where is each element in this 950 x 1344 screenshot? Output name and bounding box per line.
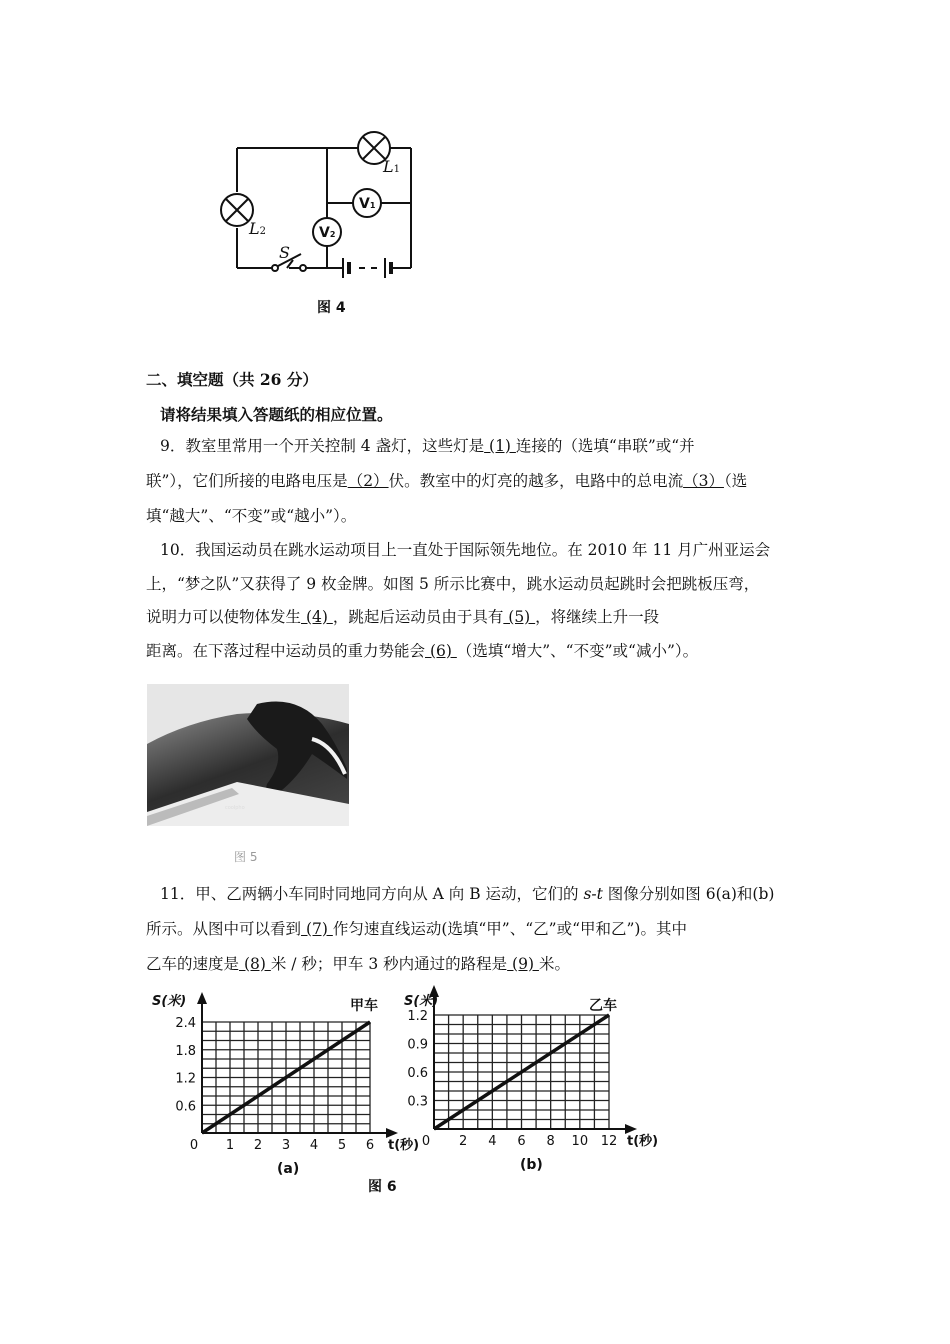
label-l1: L1 [383, 157, 400, 176]
chart-sub-label: (b) [520, 1157, 543, 1173]
chart-title: 甲车 [350, 998, 378, 1014]
x-tick-label: 5 [337, 1138, 347, 1153]
q10-line4: 距离。在下落过程中运动员的重力势能会 (6) （选填“增大”、“不变”或“减小”）。 [146, 642, 699, 660]
blank-6[interactable]: (6) [425, 642, 457, 660]
label-l2: L2 [249, 219, 266, 238]
blank-9[interactable]: (9) [507, 955, 539, 973]
q10-line1: 10．我国运动员在跳水运动项目上一直处于国际领先地位。在 2010 年 11 月广州亚运会 [160, 541, 771, 559]
diver-photo [147, 684, 349, 826]
q9-line2: 联”），它们所接的电路电压是（2）伏。教室中的灯亮的越多，电路中的总电流（3）（选 [146, 472, 748, 490]
blank-4[interactable]: (4) [301, 608, 333, 626]
x-axis-label: t(秒) [627, 1134, 659, 1149]
circuit-diagram-fig4 [215, 130, 430, 280]
y-tick-label: 0.6 [175, 1099, 196, 1115]
x-tick-label: 2 [459, 1134, 468, 1149]
y-axis-label: S(米) [152, 994, 187, 1009]
chart-yi-che [400, 985, 665, 1173]
diver-silhouette [147, 684, 349, 826]
q9-line3: 填“越大”、“不变”或“越小”）。 [146, 507, 357, 525]
chart-jia-che [140, 985, 425, 1177]
label-s: S [279, 243, 290, 262]
x-tick-label: 6 [365, 1138, 375, 1153]
blank-8[interactable]: (8) [239, 955, 271, 973]
y-tick-label: 1.8 [175, 1043, 196, 1059]
section-heading: 二、填空题（共 26 分） [146, 370, 318, 389]
x-tick-label: 12 [600, 1134, 618, 1149]
y-tick-label: 1.2 [407, 1009, 428, 1024]
origin-label: 0 [189, 1138, 199, 1153]
fig4-caption: 图 4 [317, 300, 346, 316]
chart-sub-label: (a) [277, 1161, 300, 1177]
y-axis-label: S(米) [404, 994, 439, 1009]
blank-7[interactable]: (7) [301, 920, 333, 938]
y-tick-label: 0.9 [407, 1037, 428, 1053]
x-tick-label: 8 [546, 1134, 555, 1149]
x-axis-arrow [625, 1124, 637, 1134]
x-tick-label: 1 [225, 1138, 235, 1153]
x-tick-label: 4 [309, 1138, 319, 1153]
y-tick-label: 2.4 [175, 1016, 196, 1031]
origin-label: 0 [421, 1134, 431, 1149]
x-tick-label: 2 [253, 1138, 263, 1153]
blank-1[interactable]: (1) [484, 437, 516, 455]
q11-line3: 乙车的速度是 (8) 米 / 秒；甲车 3 秒内通过的路程是 (9) 米。 [146, 955, 570, 973]
q10-line3: 说明力可以使物体发生 (4) ，跳起后运动员由于具有 (5) ，将继续上升一段 [146, 608, 660, 626]
blank-5[interactable]: (5) [503, 608, 536, 626]
x-tick-label: 6 [517, 1134, 526, 1149]
q10-line2: 上，“梦之队”又获得了 9 枚金牌。如图 5 所示比赛中，跳水运动员起跳时会把跳板压弯， [146, 575, 760, 593]
svg-text:coolpho: coolpho [225, 805, 245, 811]
fig5-caption: 图 5 [234, 850, 258, 864]
y-tick-label: 0.3 [407, 1094, 428, 1110]
x-axis-arrow [386, 1128, 398, 1138]
blank-2[interactable]: （2） [347, 472, 389, 490]
x-tick-label: 3 [281, 1138, 291, 1153]
section-instruction: 请将结果填入答题纸的相应位置。 [160, 405, 393, 424]
q11-line2: 所示。从图中可以看到 (7) 作匀速直线运动(选填“甲”、“乙”或“甲和乙”)。其中 [146, 920, 687, 938]
label-v2: V2 [319, 225, 336, 241]
x-tick-label: 4 [488, 1134, 497, 1149]
x-tick-label: 10 [571, 1134, 589, 1149]
q11-line1: 11．甲、乙两辆小车同时同地同方向从 A 向 B 运动，它们的 s-t 图像分别如图 6(a)和(b) [160, 885, 775, 903]
chart-title: 乙车 [589, 998, 617, 1014]
y-tick-label: 1.2 [175, 1071, 196, 1087]
y-axis-arrow [197, 992, 207, 1004]
blank-3[interactable]: （3） [683, 472, 724, 490]
y-tick-label: 0.6 [407, 1066, 428, 1081]
q9-line1: 9．教室里常用一个开关控制 4 盏灯，这些灯是 (1) 连接的（选填“串联”或“并 [160, 437, 695, 455]
label-v1: V1 [359, 196, 376, 212]
x-axis-label: t(秒) [388, 1138, 420, 1153]
fig6-caption: 图 6 [368, 1179, 397, 1195]
